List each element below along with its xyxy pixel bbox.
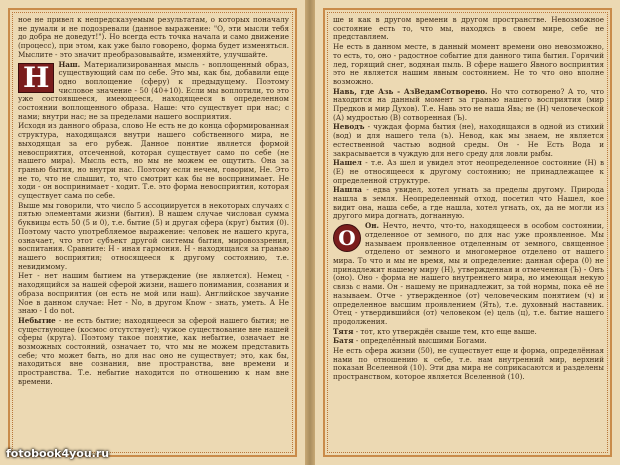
left-page [0, 0, 305, 465]
paragraph: Тятя - тот, кто утверждён свыше тем, кто еще выше. [333, 326, 537, 336]
left-page-text [18, 16, 289, 451]
paragraph: Нашла - едва увидел, хотел угнать за пределы другому. Природа нашла в земля. Неопределенный отход, посетил что Нашел, кое видит она, наша себе, а где нашла, хотел угнать, ох, да не могли из другого мира догнать, догнанную. [333, 185, 604, 221]
dropcap-o-letter: О [333, 224, 361, 252]
dropcap-n-letter: Н [18, 63, 54, 93]
paragraph: Н Наш. Материализированная мысль - воплощенный образ, существующий сам по себе. Это мы, как бы, добавили еще одно воплощение (сферу) к предыдущему. Поэтому числовое значение - 50 (40+10). Если мы воплотили, то это уже состоявшееся, имеющееся, находящееся в определенном состоянии воплощенного образа. Наше: что существует при нас; с нами; внутри нас; не за пределами нашего восприятия. [18, 59, 289, 121]
right-page [315, 0, 620, 465]
paragraph: ше и как в другом времени в другом пространстве. Невозможное состояние есть то, что мы, находясь в своем мире, себе не представляем. [333, 16, 604, 42]
paragraph: Исходя из данного образа, слово Не есть не до конца сформированная структура, находящаяся внутри нашего собственного мира, не выходящая за его рубеж. Данное понятие является формой невосприятия, отсеченной, которая существует само по себе (не нашего мира). Мысль есть, но мы не можем ее ощутить. Она за гранью бытия, но внутри нас. Поэтому если нечем, говорим, Не. Это не то, что не слышит, то, что смотрит как бы не воспринимает. Не ходи - он воспринимает - ходит. Т.е. это форма невосприятия, которая существует сама по себе. [18, 121, 289, 201]
paragraph: ное не привел к непредсказуемым результатам, о которых поначалу не думали и не подозревали (данное выражение: "О, эти мысли тебя до добра не доведут!"). Но всегда есть точка начала и само движение (процесс), при этом, как уже было говорено, форма будет изменяться. Мыслите - это значит преобразовывайте, изменяйте, улучшайте. [18, 16, 289, 59]
book-gutter [305, 0, 315, 465]
paragraph: Выше мы говорили, что число 5 ассоциируется в некоторых случаях с пятью элементами жизни (бытия). В нашем случае числовая сумма буквицы есть 50 (5 и 0), т.е. бытие (5) и другая сфера (круг) бытия (0). Поэтому часто употребляемое выражение: человек не нашего круга, означает, что этот субъект другой системы бытия, мировоззрения, воспитания. Сравните: Н - иная гармония. Н - находящаяся за гранью нашего восприятия; относящееся к другому состоянию, т.е. невидимому. [18, 200, 289, 271]
paragraph: Не есть в данном месте, в данный момент времени оно невозможно, то есть, то, оно - радостное событие для данного типа бытия. Горячий лед, горящий снег, водяная пыль. В сфере нашего Явного восприятия это не является нашим явным состоянием. Не то что оно вполне возможно. [333, 42, 604, 86]
paragraph: Навь, где Азь - АзВедамСотворено. Но что сотворено? А то, что находится на данный момент за гранью нашего восприятия (мир Предков и мир Духов). Т.е. Навь это не наша Явь; не (Н) человеческой (А) мудростью (В) сотворенная (Ъ). [333, 86, 604, 122]
paragraph: Не есть сфера жизни (50), не существует еще и форма, определённая нами по отношению к себе, т.е. нам внутренний мир, верхний показан Вселенной (10). Эти два мира не соприкасаются и разделены пространством, которое является Вселенной (10). [333, 346, 604, 382]
paragraph: Нет - нет нашим бытием на утверждение (не является). Немец - находящийся за нашей сферой жизни, нашего понимания, сознания и образа восприятия (он есть не мой или наш). Английское звучание Noe в данном случае: Нет - No, в другом Know - знать, уметь. А Не знаю - I do not. [18, 271, 289, 316]
right-page-text [333, 16, 604, 451]
paragraph: Небытие - не есть бытие; находящееся за сферой нашего бытия; не существующее (космос отсутствует); чужое существование вне нашей сферы (круга). Поэтому такое понятие, как небытие, означает не возможных состояний, означает то, что мы не можем представить себе; что может быть, но для нас оно не существует; это, как бы, находиться вне сознания, вне пространства, вне времени и пространства. Т.е. небытие находится по отношению к нам вне времени. [18, 315, 289, 386]
paragraph: Батя - определённый высшими Богами. [333, 336, 487, 346]
paragraph: О Он. Нечто, нечто, что-то, находящееся в особом состоянии, отделенное от земного, по для нас уже проявленное. Мы называем проявленное отделенным от земного, священное отделено от земного и многомерное отделено от нашего мира. То что и мы не время, мы и определение: данная сфера (0) не принадлежит нашему миру (Н), утвержденная и отмеченная (Ъ) - Онъ (оно). Оно - форма не нашего внутреннего мира, но имеющая некую связь с нами. Он - нашему не принадлежит, за той нормы, пока её не называем. Отче - утвержденное (от) человеческим понятием (ч) и определенное высшим проявлением (Ять), т.е. духовный наставник. Отец - утвердившийся (от) человеком (е) цель (ц), т.е. бытие нашего продолжения. [333, 221, 604, 326]
paragraph: Неводъ - чуждая форма бытия (не), находящаяся в одной из стихий (вод) и для нашего тела (ъ). Невод, как мы знаем, не является естественной частью водной среды. Он - Не Есть Вода и закрасывается в чуждую для него среду для ловли рыбы. [333, 122, 604, 158]
site-watermark: fotobook4you.ru [6, 447, 110, 460]
paragraph: Нашел - т.е. Аз шел и увидел этот неопределенное состояние (Н) в (Е) не относящееся к другому состоянию; не принадлежащее к определенной структуре. [333, 158, 604, 185]
